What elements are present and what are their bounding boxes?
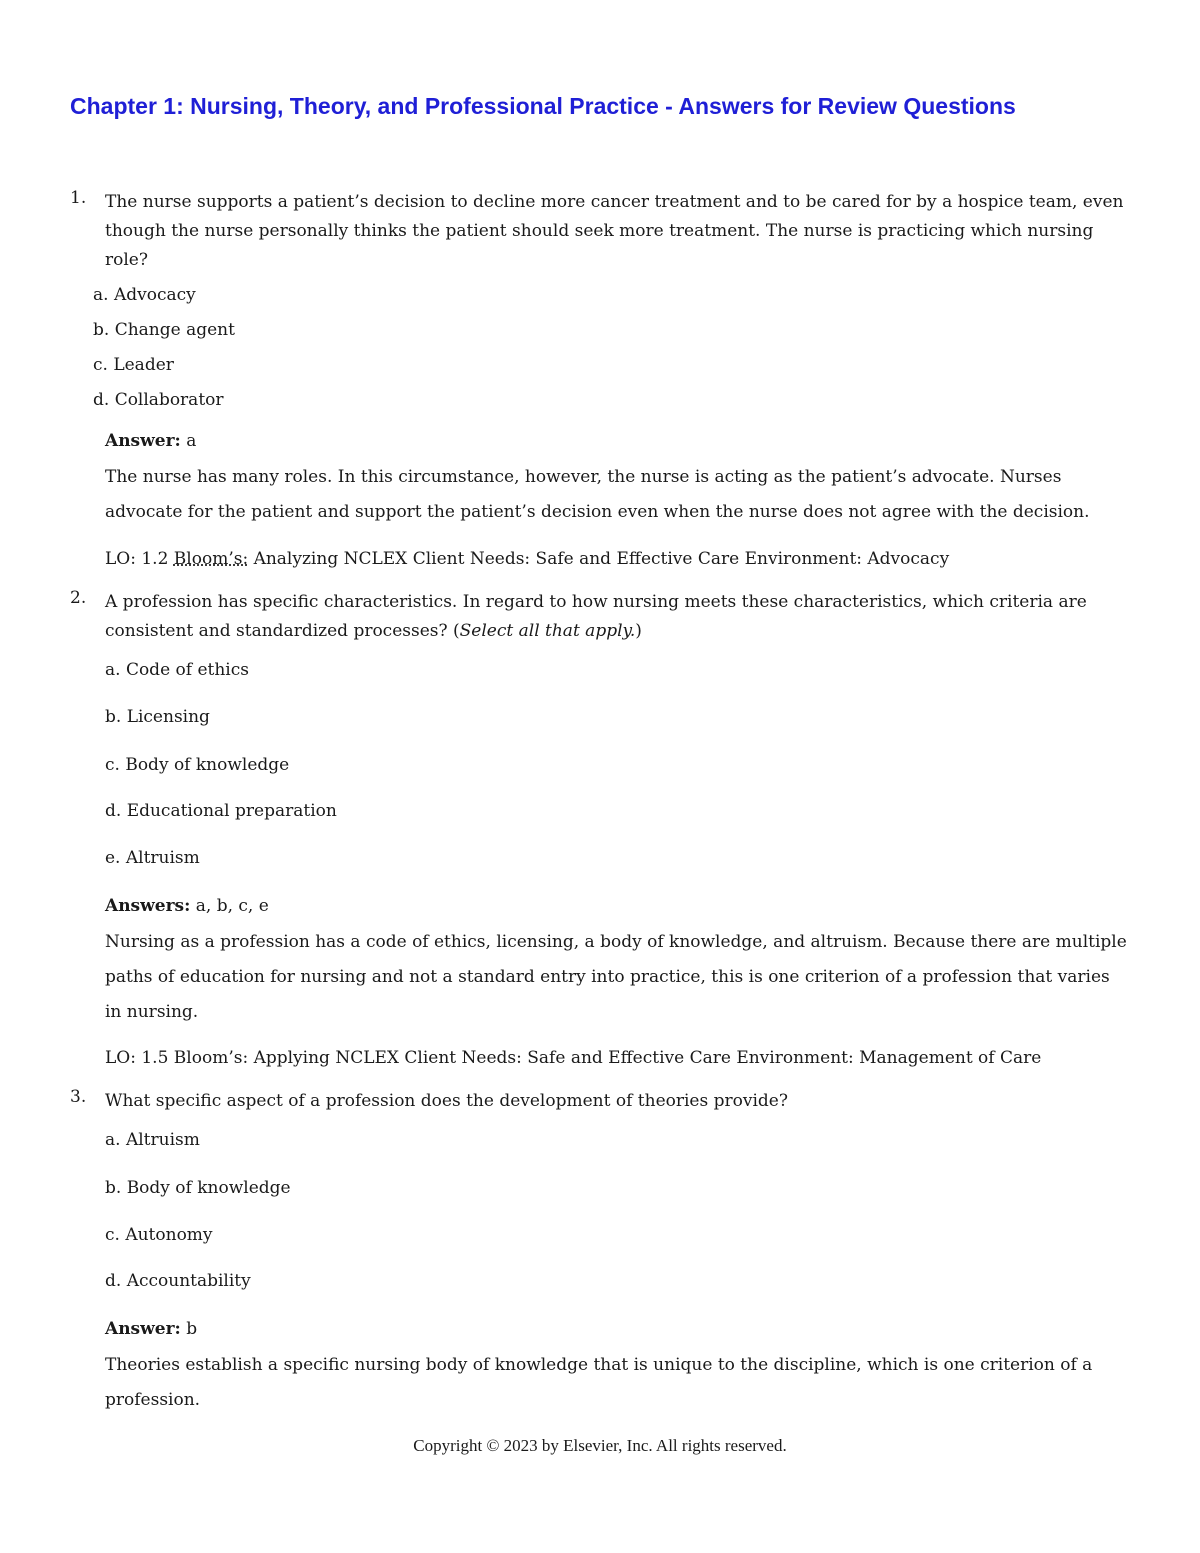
- answer-label: Answers:: [105, 896, 191, 916]
- learning-objective: LO: 1.5 Bloom’s: Applying NCLEX Client Needs: Safe and Effective Care Environment: Management of Care: [105, 1048, 1042, 1068]
- lo-blooms: Bloom’s:: [173, 549, 249, 569]
- answer-value: b: [186, 1319, 198, 1339]
- question-text-end: ): [635, 621, 642, 641]
- learning-objective: [105, 545, 949, 574]
- answer-value: a, b, c, e: [195, 896, 269, 916]
- answer-line: [105, 427, 196, 456]
- option-e: e. Altruism: [105, 848, 200, 868]
- answer-value: a: [186, 431, 197, 451]
- option-c: c. Body of knowledge: [105, 755, 290, 775]
- lo-rest: Analyzing NCLEX Client Needs: Safe and Effective Care Environment: Advocacy: [248, 549, 950, 569]
- question-text: The nurse supports a patient’s decision to decline more cancer treatment and to be cared for by a hospice team, even though the nurse personally thinks the patient should seek more treatment. The nurse is practicing which nursing role?: [105, 192, 1124, 270]
- option-a: a. Code of ethics: [105, 660, 249, 680]
- answer-label: Answer:: [105, 1319, 181, 1339]
- option-a: a. Altruism: [105, 1130, 200, 1150]
- question-number: 3.: [70, 1087, 87, 1107]
- question-number: 2.: [70, 588, 87, 608]
- option-c: c. Autonomy: [105, 1225, 213, 1245]
- answer-explanation: The nurse has many roles. In this circumstance, however, the nurse is acting as the patient’s advocate. Nurses advocate for the patient and support the patient’s decision even when the nurse does not agree with the decision.: [105, 467, 1090, 522]
- question-text: What specific aspect of a profession does the development of theories provide?: [105, 1091, 788, 1111]
- question-text-italic: Select all that apply.: [459, 621, 636, 641]
- option-b: b. Change agent: [93, 320, 235, 340]
- answer-explanation: Theories establish a specific nursing body of knowledge that is unique to the discipline, which is one criterion of a profession.: [105, 1355, 1093, 1410]
- question-text: [105, 588, 1125, 646]
- question-number: 1.: [70, 188, 87, 208]
- option-b: b. Licensing: [105, 707, 210, 727]
- option-d: d. Accountability: [105, 1271, 251, 1291]
- lo-prefix: LO: 1.2: [105, 549, 174, 569]
- option-a: a. Advocacy: [93, 285, 196, 305]
- answer-explanation: Nursing as a profession has a code of ethics, licensing, a body of knowledge, and altruism. Because there are multiple paths of education for nursing and not a standard entry into practice, this is one criterion of a profession that varies in nursing.: [105, 932, 1127, 1022]
- page-title: Chapter 1: Nursing, Theory, and Professional Practice - Answers for Review Questions: [70, 93, 1016, 119]
- question-text-main: A profession has specific characteristics. In regard to how nursing meets these characteristics, which criteria are consistent and standardized processes? (: [105, 592, 1087, 641]
- answer-line: [105, 892, 269, 921]
- answer-line: [105, 1315, 197, 1344]
- option-d: d. Collaborator: [93, 390, 224, 410]
- option-d: d. Educational preparation: [105, 801, 337, 821]
- option-b: b. Body of knowledge: [105, 1178, 291, 1198]
- copyright-footer: Copyright © 2023 by Elsevier, Inc. All rights reserved.: [413, 1436, 787, 1455]
- answer-label: Answer:: [105, 431, 181, 451]
- option-c: c. Leader: [93, 355, 174, 375]
